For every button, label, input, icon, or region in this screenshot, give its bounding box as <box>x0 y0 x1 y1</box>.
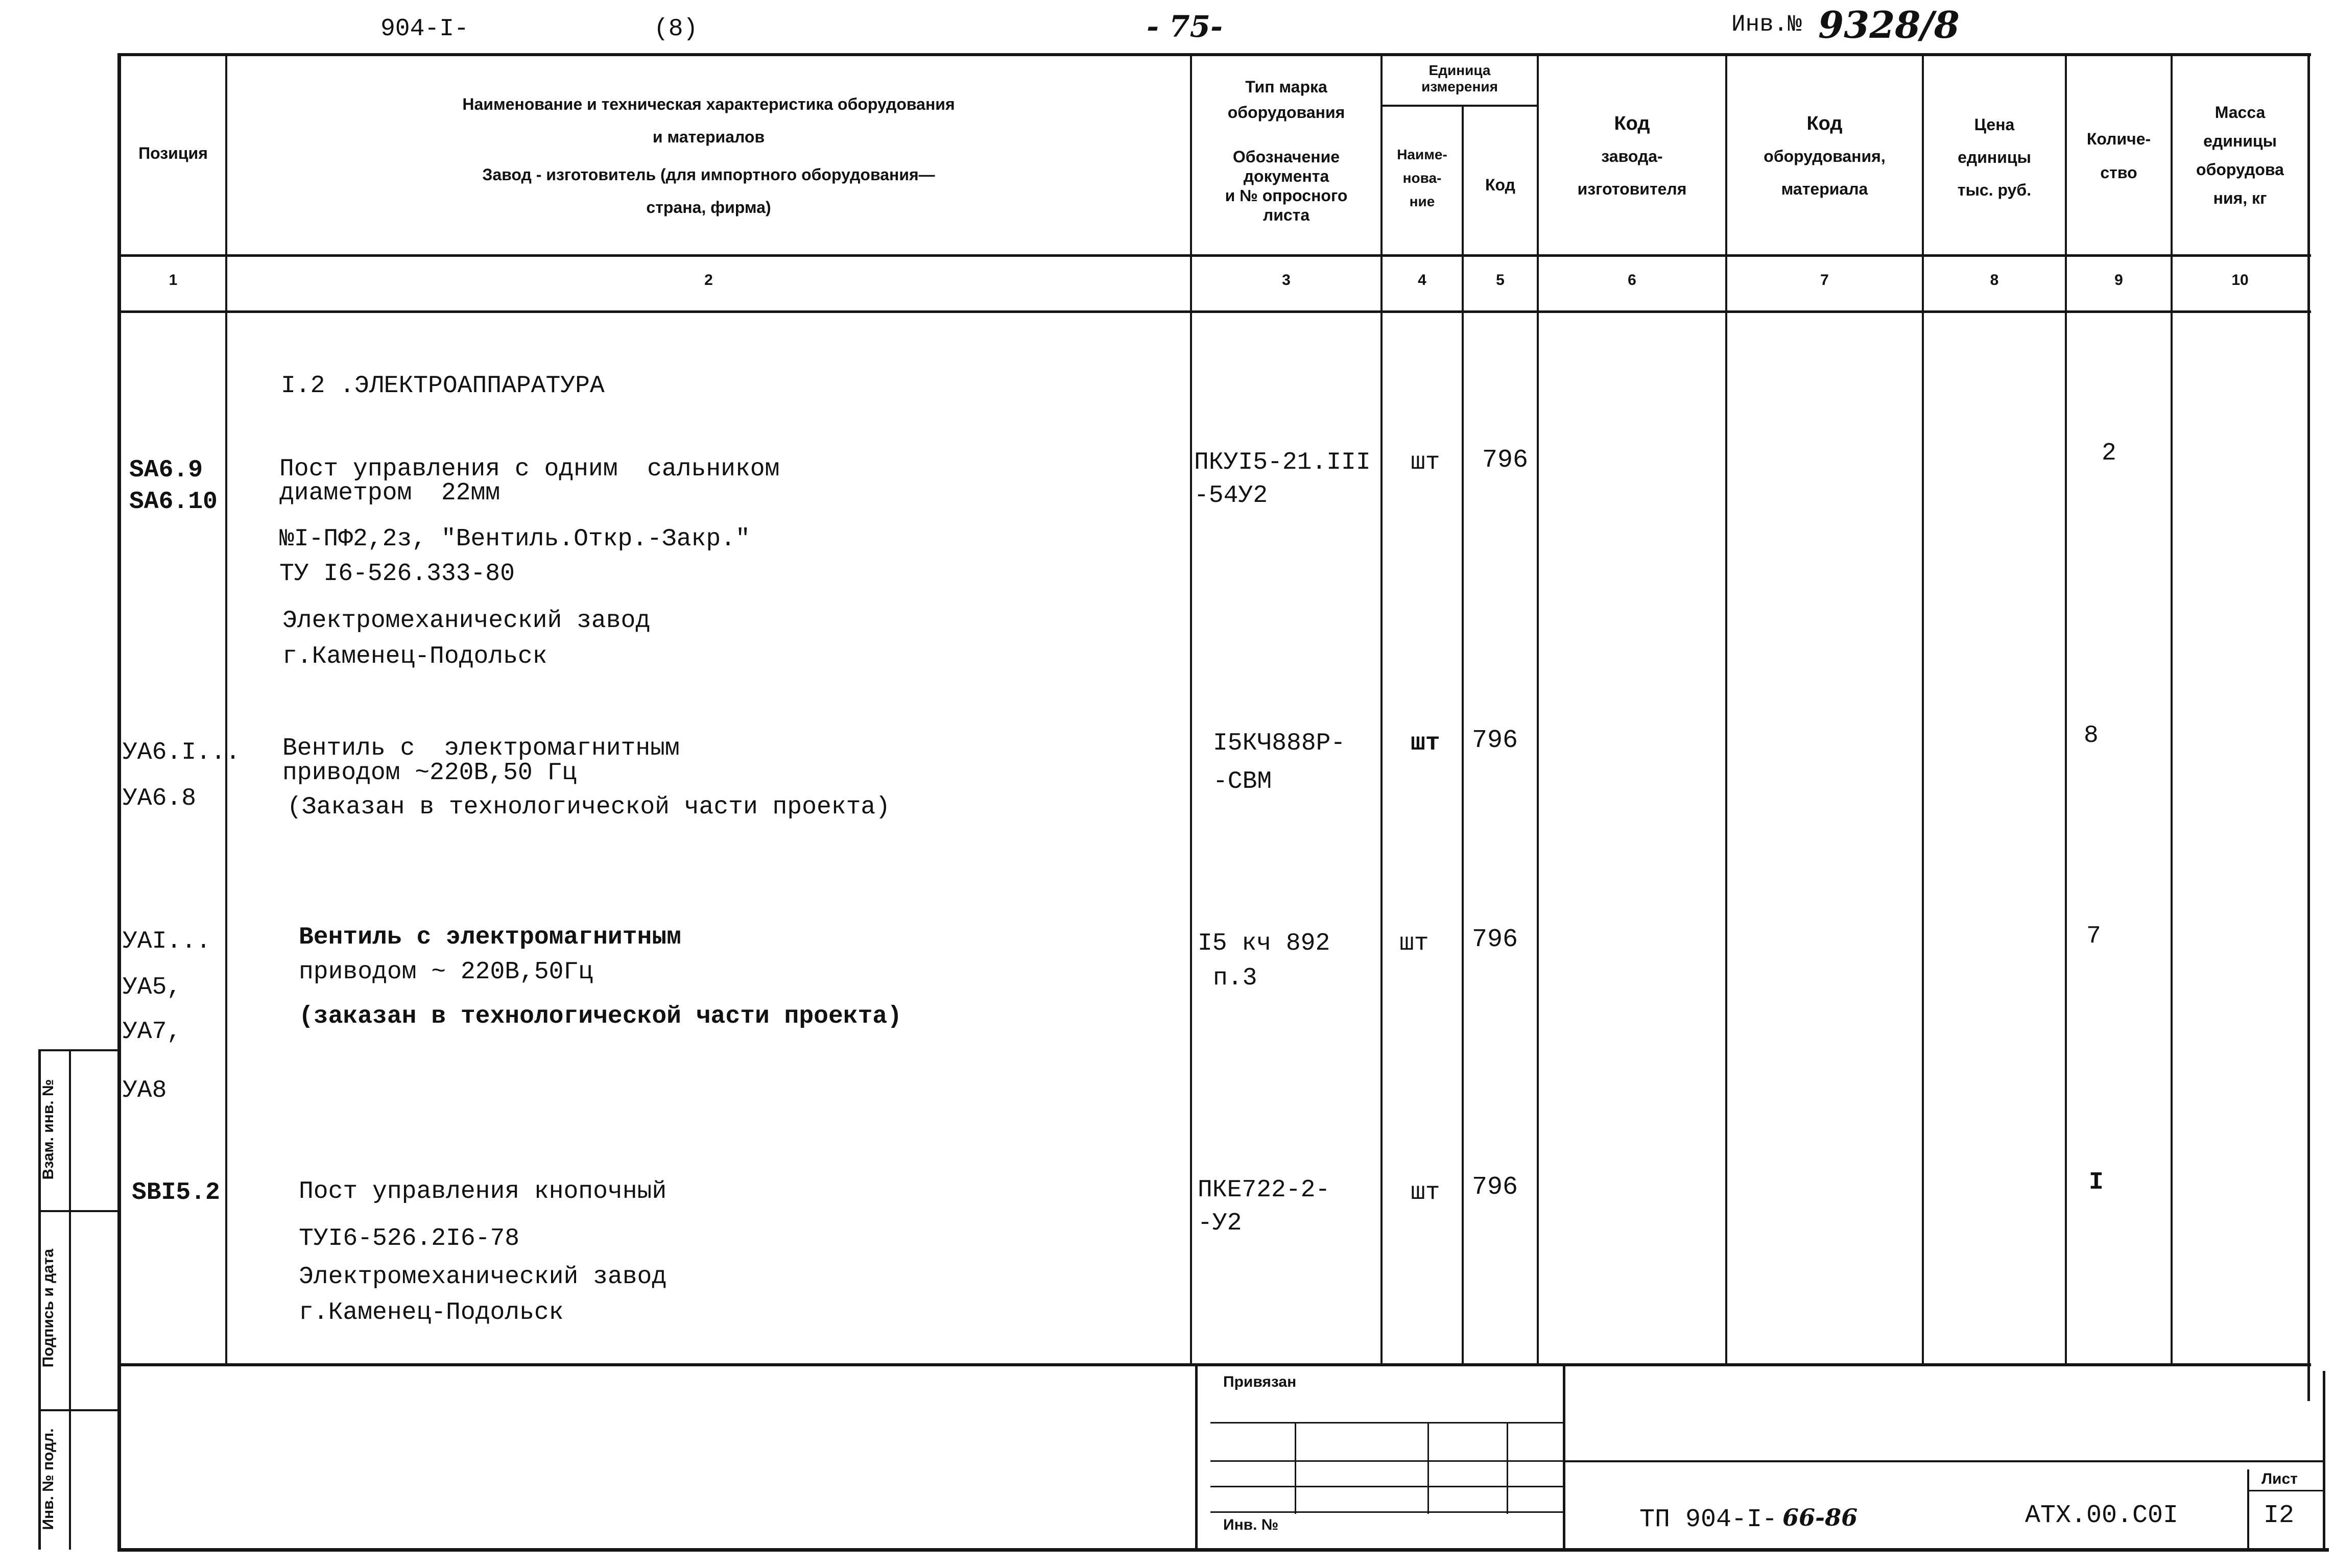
header-col4-a: Наиме- <box>1397 147 1447 162</box>
row4-desc-3: Электромеханический завод <box>299 1263 667 1291</box>
header-col10-c: оборудова <box>2196 160 2284 179</box>
row4-type-1: ПКЕ722-2- <box>1198 1176 1330 1204</box>
row1-qty: 2 <box>2102 440 2116 467</box>
stamp-grid-h1 <box>1210 1422 1563 1424</box>
row2-qty: 8 <box>2084 722 2099 750</box>
col-sep-8 <box>2065 53 2067 1365</box>
side-label-vzam: Взам. инв. № <box>40 1079 57 1180</box>
header-col9-a: Количе- <box>2086 130 2151 148</box>
colnum-1: 1 <box>169 272 178 288</box>
table-bottom-rule <box>117 1363 2311 1366</box>
header-col1: Позиция <box>138 144 208 162</box>
stamp-atx: АТХ.00.С0I <box>2025 1501 2179 1530</box>
section-title: I.2 .ЭЛЕКТРОАППАРАТУРА <box>281 372 605 400</box>
row2-desc-1: Вентиль с электромагнитным <box>282 735 680 762</box>
header-col5: Код <box>1485 176 1515 194</box>
row2-position-1: УА6.I... <box>123 739 241 766</box>
stamp-tp-prefix: ТП 904-I- <box>1639 1505 1778 1534</box>
colnum-7: 7 <box>1820 272 1829 288</box>
header-col2-line3: Завод - изготовитель (для импортного оборудования— <box>482 165 935 184</box>
row3-qty: 7 <box>2086 923 2101 950</box>
header-col3-e: и № опросного <box>1225 186 1348 205</box>
stamp-list-label: Лист <box>2261 1470 2298 1487</box>
colnum-2: 2 <box>704 272 713 288</box>
row4-desc-2: ТУI6-526.2I6-78 <box>299 1225 520 1252</box>
header-col2-line4: страна, фирма) <box>646 198 771 216</box>
header-col6-a: Код <box>1614 113 1650 134</box>
row2-type-2: -СВМ <box>1213 768 1272 795</box>
inv-label: Инв.№ <box>1731 11 1802 38</box>
stamp-grid-v3 <box>1507 1422 1508 1514</box>
stamp-box-right <box>1563 1363 1565 1550</box>
stamp-box-left <box>1195 1363 1198 1550</box>
header-col3-d: документа <box>1243 167 1329 185</box>
colnum-3: 3 <box>1282 272 1291 288</box>
colnum-5: 5 <box>1496 272 1505 288</box>
header-col4-c: ние <box>1409 194 1435 209</box>
stamp-grid-v2 <box>1427 1422 1429 1514</box>
header-col8-b: единицы <box>1958 148 2031 166</box>
row4-type-2: -У2 <box>1198 1210 1242 1237</box>
stamp-tp-suffix: 66-86 <box>1782 1504 1858 1531</box>
row1-desc-5: Электромеханический завод <box>282 607 651 635</box>
row3-desc-1: Вентиль с электромагнитным <box>299 924 681 951</box>
frame-top <box>117 53 2311 56</box>
col-sep-2 <box>1190 53 1192 1365</box>
row2-desc-3: (Заказан в технологической части проекта) <box>287 793 890 821</box>
row4-code: 796 <box>1472 1173 1518 1202</box>
list-box-left <box>2247 1469 2249 1549</box>
header-unit-b: измерения <box>1421 79 1498 94</box>
row3-type-2: п.3 <box>1213 964 1257 992</box>
row1-desc-2: диаметром 22мм <box>279 479 501 507</box>
header-col6-b: завода- <box>1601 147 1663 165</box>
row2-type-1: I5КЧ888Р- <box>1213 730 1346 757</box>
frame-bottom <box>117 1548 2329 1552</box>
row4-unit: шт <box>1411 1179 1440 1207</box>
stamp-inv-no: Инв. № <box>1223 1516 1279 1533</box>
header-col10-a: Масса <box>2214 103 2266 122</box>
row3-position-2: УА5, <box>123 974 182 1001</box>
title-block-rule <box>1563 1460 2324 1462</box>
row3-desc-2: приводом ~ 220В,50Гц <box>299 958 593 986</box>
header-rule <box>117 254 2311 257</box>
col-sep-3 <box>1380 53 1383 1365</box>
row2-unit: шт <box>1411 730 1440 757</box>
row1-type-1: ПКУI5-21.III <box>1194 449 1371 476</box>
stamp-list-number: I2 <box>2264 1501 2295 1530</box>
row3-position-3: УА7, <box>123 1018 182 1046</box>
colnum-8: 8 <box>1990 272 1999 288</box>
row2-position-2: УА6.8 <box>123 785 197 812</box>
header-col4-b: нова- <box>1402 170 1442 186</box>
header-unit-a: Единица <box>1428 62 1491 78</box>
header-col9-b: ство <box>2100 163 2137 182</box>
header-col6-c: изготовителя <box>1577 180 1687 198</box>
header-col3-a: Тип марка <box>1245 78 1327 96</box>
col-sep-1 <box>225 53 227 1365</box>
page-number: - 75- <box>1147 9 1223 44</box>
col-sep-6 <box>1725 53 1727 1365</box>
row1-desc-6: г.Каменец-Подольск <box>282 643 547 670</box>
side-strip-inner <box>69 1049 71 1550</box>
frame-left <box>117 53 121 1552</box>
colnum-6: 6 <box>1628 272 1636 288</box>
header-col3-b: оборудования <box>1227 103 1345 122</box>
row1-position-2: SA6.10 <box>129 488 218 516</box>
list-box-mid <box>2247 1490 2324 1491</box>
stamp-grid-h2 <box>1210 1460 1563 1462</box>
header-col7-c: материала <box>1781 180 1868 198</box>
colnum-4: 4 <box>1418 272 1426 288</box>
col-sep-5 <box>1537 53 1539 1365</box>
side-label-podpis: Подпись и дата <box>40 1248 57 1368</box>
colnum-10: 10 <box>2231 272 2249 288</box>
side-strip-top <box>38 1049 120 1051</box>
header-col7-b: оборудования, <box>1764 147 1886 165</box>
unit-rule <box>1380 105 1537 107</box>
row3-position-4: УА8 <box>123 1077 167 1104</box>
header-col8-a: Цена <box>1974 115 2015 134</box>
stamp-grid-v1 <box>1295 1422 1296 1514</box>
stamp-grid-h3 <box>1210 1486 1563 1487</box>
row1-code: 796 <box>1482 446 1529 475</box>
row1-type-2: -54У2 <box>1194 482 1268 510</box>
stamp-privyazan: Привязан <box>1223 1373 1297 1390</box>
row4-desc-1: Пост управления кнопочный <box>299 1178 667 1205</box>
header-col2-line1: Наименование и техническая характеристика оборудования <box>462 95 955 113</box>
row2-desc-2: приводом ~220В,50 Гц <box>282 759 577 787</box>
row1-desc-4: ТУ I6-526.333-80 <box>279 560 515 588</box>
row1-desc-3: №I-ПФ2,2з, "Вентиль.Откр.-Закр." <box>279 525 750 553</box>
row3-type-1: I5 кч 892 <box>1198 930 1330 957</box>
row1-unit: шт <box>1411 449 1440 476</box>
row3-unit: шт <box>1399 930 1429 957</box>
side-strip-sep2 <box>38 1409 120 1411</box>
col-sep-7 <box>1922 53 1924 1365</box>
side-label-inv-podl: Инв. № подл. <box>40 1428 57 1530</box>
part-number: (8) <box>654 15 698 43</box>
row4-desc-4: г.Каменец-Подольск <box>299 1299 564 1326</box>
row1-position-1: SA6.9 <box>129 456 203 484</box>
row3-position-1: УАI... <box>123 928 211 955</box>
row2-code: 796 <box>1472 726 1518 755</box>
colnum-9: 9 <box>2114 272 2123 288</box>
inv-number: 9328/8 <box>1818 3 1960 46</box>
header-col3-c: Обозначение <box>1232 148 1340 166</box>
stamp-grid-h4 <box>1210 1511 1563 1513</box>
header-col10-d: ния, кг <box>2213 189 2267 207</box>
col-sep-9 <box>2171 53 2173 1365</box>
row3-desc-3: (заказан в технологической части проекта) <box>299 1003 902 1030</box>
header-col3-f: листа <box>1263 206 1310 224</box>
colnum-rule <box>117 310 2311 313</box>
row4-position-1: SBI5.2 <box>132 1179 220 1207</box>
side-strip-sep1 <box>38 1210 120 1212</box>
header-col8-c: тыс. руб. <box>1957 181 2032 199</box>
col-sep-4 <box>1462 105 1464 1365</box>
header-col10-b: единицы <box>2203 132 2277 150</box>
row1-desc-1: Пост управления с одним сальником <box>279 455 780 483</box>
row4-qty: I <box>2089 1169 2104 1196</box>
header-col2-line2: и материалов <box>652 128 765 146</box>
doc-code: 904-I- <box>380 15 469 43</box>
row3-code: 796 <box>1472 925 1518 954</box>
header-col7-a: Код <box>1806 113 1843 134</box>
